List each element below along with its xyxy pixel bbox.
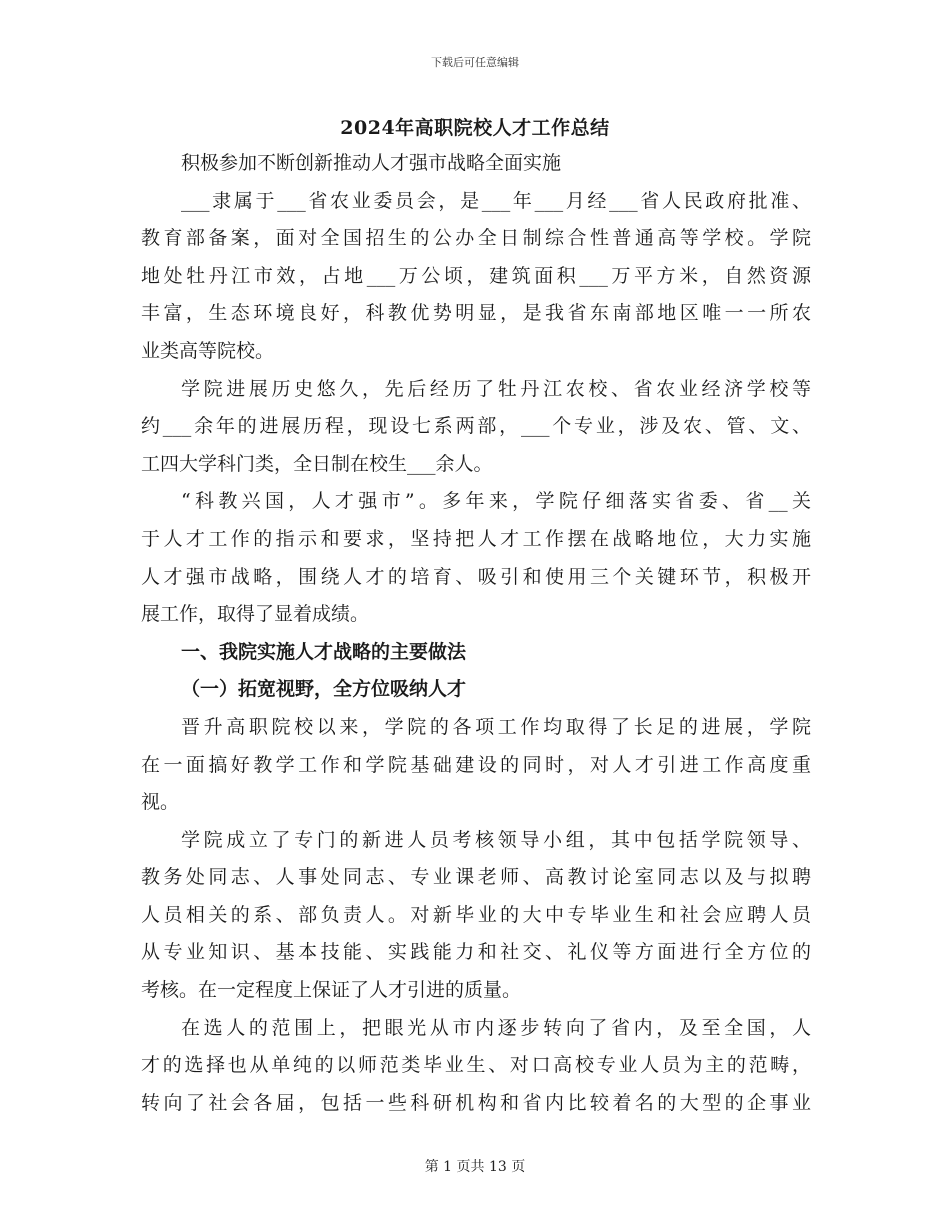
paragraph-line: 视。 xyxy=(141,791,180,814)
paragraph-line: 转向了社会各届，包括一些科研机构和省内比较着名的大型的企事业 xyxy=(141,1091,811,1114)
page-number-footer: 第 1 页共 13 页 xyxy=(424,1159,526,1175)
paragraph-line: 教务处同志、人事处同志、专业课老师、高教讨论室同志以及与拟聘 xyxy=(141,866,811,889)
paragraph-line: 考核。在一定程度上保证了人才引进的质量。 xyxy=(141,979,522,1002)
paragraph-line: 地处牡丹江市效，占地___万公顷，建筑面积___万平方米，自然资源 xyxy=(141,264,811,287)
paragraph-line: 从专业知识、基本技能、实践能力和社交、礼仪等方面进行全方位的 xyxy=(141,941,811,964)
paragraph-line: 才的选择也从单纯的以师范类毕业生、对口高校专业人员为主的范畴， xyxy=(141,1054,811,1077)
paragraph-line: 工四大学科门类，全日制在校生___余人。 xyxy=(141,452,493,475)
paragraph-line: 展工作，取得了显着成绩。 xyxy=(141,603,370,626)
paragraph-line: “科教兴国，人才强市”。多年来，学院仔细落实省委、省__关 xyxy=(181,490,811,513)
paragraph-line: 晋升高职院校以来，学院的各项工作均取得了长足的进展，学院 xyxy=(181,715,811,738)
paragraph-line: 于人才工作的指示和要求，坚持把人才工作摆在战略地位，大力实施 xyxy=(141,527,811,550)
section-heading: （一）拓宽视野，全方位吸纳人才 xyxy=(181,678,467,701)
section-heading: 一、我院实施人才战略的主要做法 xyxy=(181,640,467,663)
paragraph-line: 在选人的范围上，把眼光从市内逐步转向了省内，及至全国，人 xyxy=(181,1016,811,1039)
paragraph-line: 人才强市战略，围绕人才的培育、吸引和使用三个关键环节，积极开 xyxy=(141,565,811,588)
header-note: 下载后可任意编辑 xyxy=(431,56,519,69)
paragraph-line: 教育部备案，面对全国招生的公办全日制综合性普通高等学校。学院 xyxy=(141,227,811,250)
paragraph-line: ___隶属于___省农业委员会，是___年___月经___省人民政府批准、 xyxy=(181,189,811,212)
paragraph-line: 在一面搞好教学工作和学院基础建设的同时，对人才引进工作高度重 xyxy=(141,753,811,776)
paragraph-line: 人员相关的系、部负责人。对新毕业的大中专毕业生和社会应聘人员 xyxy=(141,903,811,926)
document-body xyxy=(141,145,811,1122)
paragraph-line: 学院进展历史悠久，先后经历了牡丹江农校、省农业经济学校等 xyxy=(181,377,811,400)
paragraph-line: 积极参加不断创新推动人才强市战略全面实施 xyxy=(181,152,562,174)
paragraph-line: 约___余年的进展历程，现设七系两部，___个专业，涉及农、管、文、 xyxy=(141,415,811,438)
document-title: 2024年高职院校人才工作总结 xyxy=(340,117,610,139)
paragraph-line: 业类高等院校。 xyxy=(141,339,275,362)
paragraph-line: 丰富，生态环境良好，科教优势明显，是我省东南部地区唯一一所农 xyxy=(141,302,811,325)
paragraph-line: 学院成立了专门的新进人员考核领导小组，其中包括学院领导、 xyxy=(181,828,811,851)
